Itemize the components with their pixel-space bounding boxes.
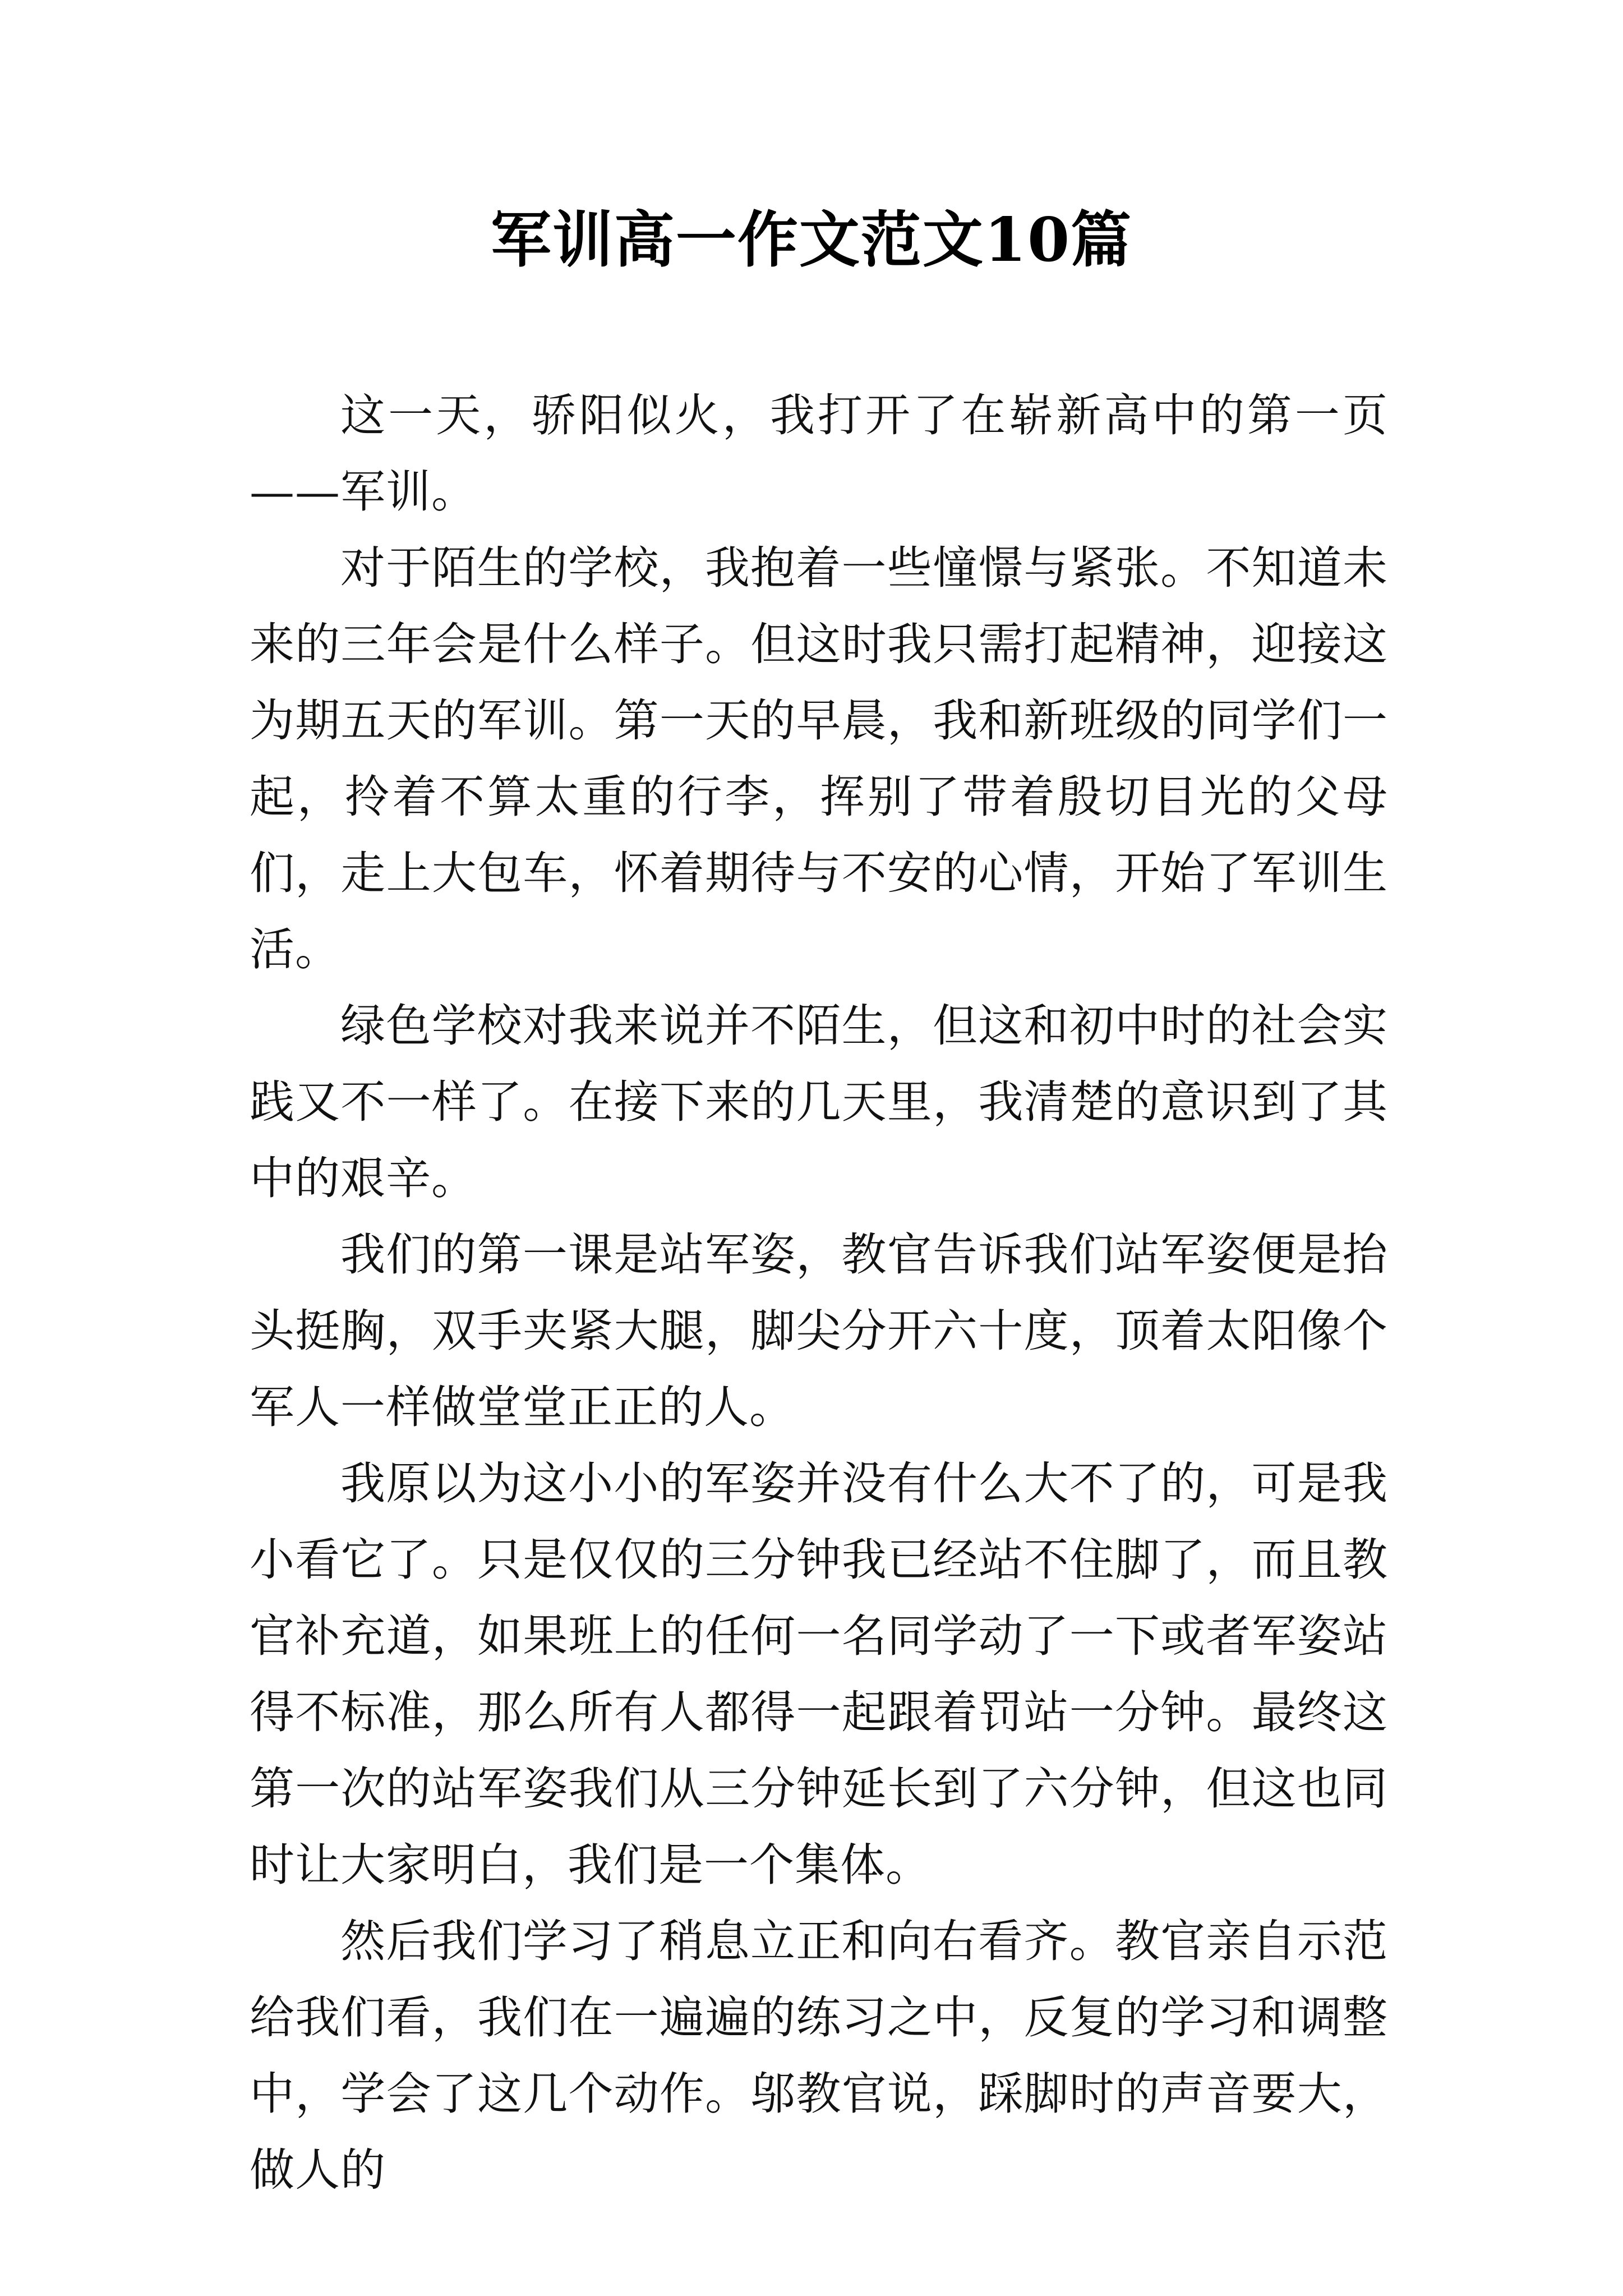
paragraph: 对于陌生的学校，我抱着一些憧憬与紧张。不知道未来的三年会是什么样子。但这时我只需打起精神，迎接这为期五天的军训。第一天的早晨，我和新班级的同学们一起，拎着不算太重的行李，挥别了带着殷切目光的父母们，走上大包车，怀着期待与不安的心情，开始了军训生活。 xyxy=(250,542,1388,976)
paragraph: 然后我们学习了稍息立正和向右看齐。教官亲自示范给我们看，我们在一遍遍的练习之中，反复的学习和调整中，学会了这几个动作。邬教官说，踩脚时的声音要大，做人的 xyxy=(250,1915,1388,2196)
paragraph: 绿色学校对我来说并不陌生，但这和初中时的社会实践又不一样了。在接下来的几天里，我清楚的意识到了其中的艰辛。 xyxy=(250,1000,1388,1204)
paragraph: 我原以为这小小的军姿并没有什么大不了的，可是我小看它了。只是仅仅的三分钟我已经站不住脚了，而且教官补充道，如果班上的任何一名同学动了一下或者军姿站得不标准，那么所有人都得一起跟着罚站一分钟。最终这第一次的站军姿我们从三分钟延长到了六分钟，但这也同时让大家明白，我们是一个集体。 xyxy=(250,1457,1388,1891)
document-title: 军训高一作文范文10篇 xyxy=(490,205,1133,275)
paragraph: 这一天，骄阳似火，我打开了在崭新高中的第一页——军训。 xyxy=(250,389,1388,518)
document-body xyxy=(250,378,1388,2208)
paragraph: 我们的第一课是站军姿，教官告诉我们站军姿便是抬头挺胸，双手夹紧大腿，脚尖分开六十度，顶着太阳像个军人一样做堂堂正正的人。 xyxy=(250,1228,1388,1433)
